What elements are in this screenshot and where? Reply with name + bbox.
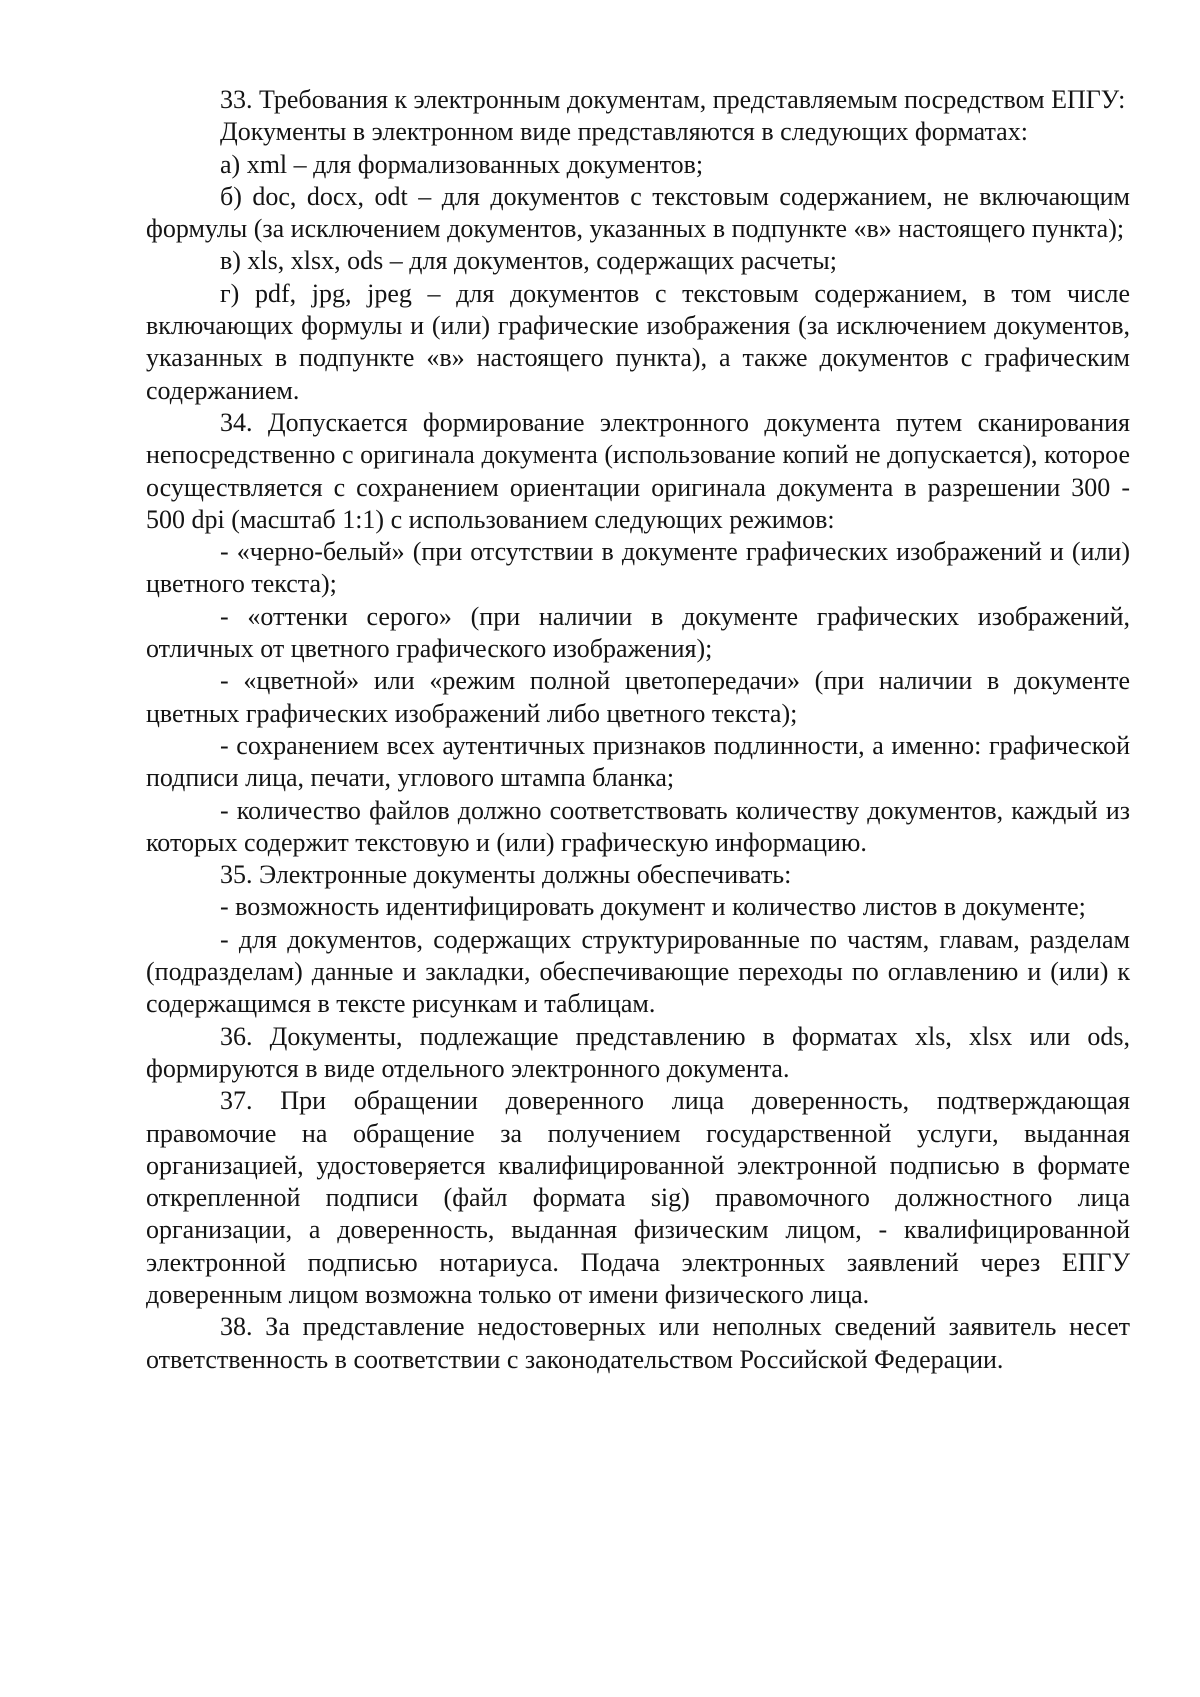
paragraph-mode-grayscale: - «оттенки серого» (при наличии в документе графических изображений, отличных от цветного графического изображения); [146,601,1130,664]
paragraph-38: 38. За представление недостоверных или неполных сведений заявитель несет ответственность в соответствии с законодательством Российской Федерации. [146,1312,1130,1374]
paragraph-35: 35. Электронные документы должны обеспечивать: [220,860,792,890]
paragraph-file-count: - количество файлов должно соответствовать количеству документов, каждый из которых содержит текстовую и (или) графическую информацию. [146,795,1130,857]
paragraph-identify: - возможность идентифицировать документ и количество листов в документе; [220,892,1086,922]
paragraph-34: 34. Допускается формирование электронного документа путем сканирования непосредственно с оригинала документа (использование копий не допускается), которое осуществляется с сохранением ориентации оригинала документа в разрешении 300 - 500 dpi (масштаб 1:1) с использованием следующих режимов: [146,407,1130,534]
paragraph-format-g: г) pdf, jpg, jpeg – для документов с текстовым содержанием, в том числе включающих формулы и (или) графические изображения (за исключением документов, указанных в подпункте «в» настоящего пункта), а также документов с графическим содержанием. [146,278,1130,405]
paragraph-authenticity: - сохранением всех аутентичных признаков подлинности, а именно: графической подписи лица, печати, углового штампа бланка; [146,730,1130,793]
paragraph-structured: - для документов, содержащих структурированные по частям, главам, разделам (подразделам) данные и закладки, обеспечивающие переходы по оглавлению и (или) к содержащимся в тексте рисункам и таблицам. [146,924,1130,1019]
paragraph-37: 37. При обращении доверенного лица доверенность, подтверждающая правомочие на обращение за получением государственной услуги, выданная организацией, удостоверяется квалифицированной электронной подписью в формате открепленной подписи (файл формата sig) правомочного должностного лица организации, а доверенность, выданная физическим лицом, - квалифицированной электронной подписью нотариуса. Подача электронных заявлений через ЕПГУ доверенным лицом возможна только от имени физического лица. [146,1086,1130,1309]
paragraph-36: 36. Документы, подлежащие представлению в форматах xls, xlsx или ods, формируются в виде отдельного электронного документа. [146,1021,1130,1083]
paragraph-format-a: а) xml – для формализованных документов; [220,149,704,179]
paragraph-33-heading: 33. Требования к электронным документам, представляемым посредством ЕПГУ: [220,85,1126,114]
document-body [146,84,1130,1376]
paragraph-format-b: б) doc, docx, odt – для документов с текстовым содержанием, не включающим формулы (за исключением документов, указанных в подпункте «в» настоящего пункта); [146,181,1130,244]
paragraph-format-v: в) xls, xlsx, ods – для документов, содержащих расчеты; [220,246,837,276]
paragraph-formats-intro: Документы в электронном виде представляются в следующих форматах: [220,117,1028,147]
paragraph-mode-color: - «цветной» или «режим полной цветопередачи» (при наличии в документе цветных графических изображений либо цветного текста); [146,666,1130,728]
paragraph-mode-bw: - «черно-белый» (при отсутствии в документе графических изображений и (или) цветного текста); [146,537,1130,599]
